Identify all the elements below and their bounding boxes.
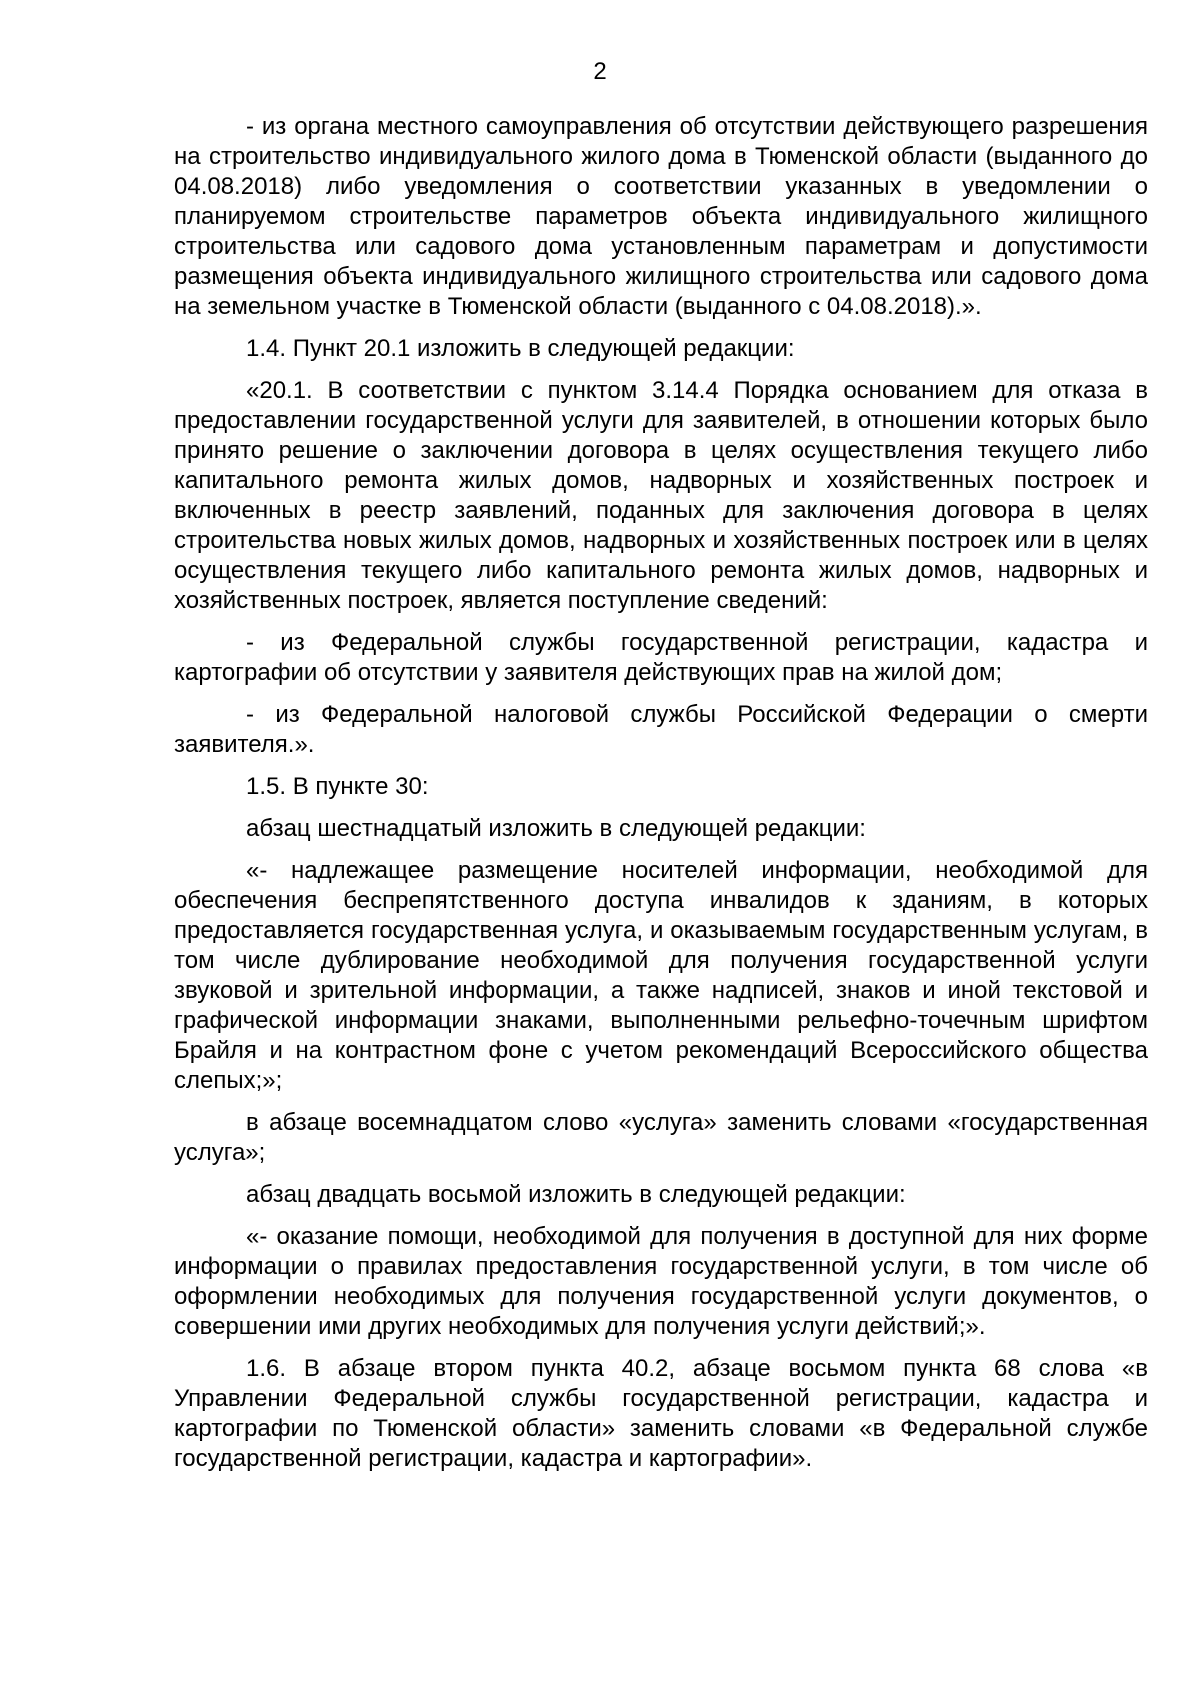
paragraph-item-1-6: 1.6. В абзаце втором пункта 40.2, абзаце восьмом пункта 68 слова «в Управлении Федеральной службы государственной регистрации, кадастра и картографии по Тюменской области» заменить словами «в Федеральной службе государственной регистрации, кадастра и картографии».	[174, 1355, 1148, 1472]
document-body	[174, 112, 1148, 1486]
paragraph-eighteenth-paragraph: в абзаце восемнадцатом слово «услуга» заменить словами «государственная услуга»;	[174, 1109, 1148, 1166]
paragraph-assistance: «- оказание помощи, необходимой для получения в доступной для них форме информации о правилах предоставления государственной услуги, в том числе об оформлении необходимых для получения государственной услуги документов, о совершении ими других необходимых для получения услуги действий;».	[174, 1223, 1148, 1340]
page-number: 2	[593, 58, 607, 85]
paragraph-twenty-eighth-paragraph: абзац двадцать восьмой изложить в следующей редакции:	[246, 1181, 906, 1208]
paragraph-sixteenth-paragraph: абзац шестнадцатый изложить в следующей редакции:	[246, 815, 866, 842]
paragraph-rosreestr: - из Федеральной службы государственной регистрации, кадастра и картографии об отсутствии у заявителя действующих прав на жилой дом;	[174, 629, 1148, 686]
paragraph-accessibility: «- надлежащее размещение носителей информации, необходимой для обеспечения беспрепятственного доступа инвалидов к зданиям, в которых предоставляется государственная услуга, и оказываемым государственным услугам, в том числе дублирование необходимой для получения государственной услуги звуковой и зрительной информации, а также надписей, знаков и иной текстовой и графической информации знаками, выполненными рельефно-точечным шрифтом Брайля и на контрастном фоне с учетом рекомендаций Всероссийского общества слепых;»;	[174, 857, 1148, 1094]
paragraph-clause-20-1: «20.1. В соответствии с пунктом 3.14.4 Порядка основанием для отказа в предоставлении государственной услуги для заявителей, в отношении которых было принято решение о заключении договора в целях осуществления текущего либо капитального ремонта жилых домов, надворных и хозяйственных построек и включенных в реестр заявлений, поданных для заключения договора в целях строительства новых жилых домов, надворных и хозяйственных построек или в целях осуществления текущего либо капитального ремонта жилых домов, надворных и хозяйственных построек, является поступление сведений:	[174, 377, 1148, 614]
paragraph-permit-absence: - из органа местного самоуправления об отсутствии действующего разрешения на строительство индивидуального жилого дома в Тюменской области (выданного до 04.08.2018) либо уведомления о соответствии указанных в уведомлении о планируемом строительстве параметров объекта индивидуального жилищного строительства или садового дома установленным параметрам и допустимости размещения объекта индивидуального жилищного строительства или садового дома на земельном участке в Тюменской области (выданного с 04.08.2018).».	[174, 113, 1148, 320]
paragraph-item-1-5: 1.5. В пункте 30:	[246, 773, 429, 800]
paragraph-item-1-4: 1.4. Пункт 20.1 изложить в следующей редакции:	[246, 335, 795, 362]
paragraph-tax-service: - из Федеральной налоговой службы Российской Федерации о смерти заявителя.».	[174, 701, 1148, 758]
